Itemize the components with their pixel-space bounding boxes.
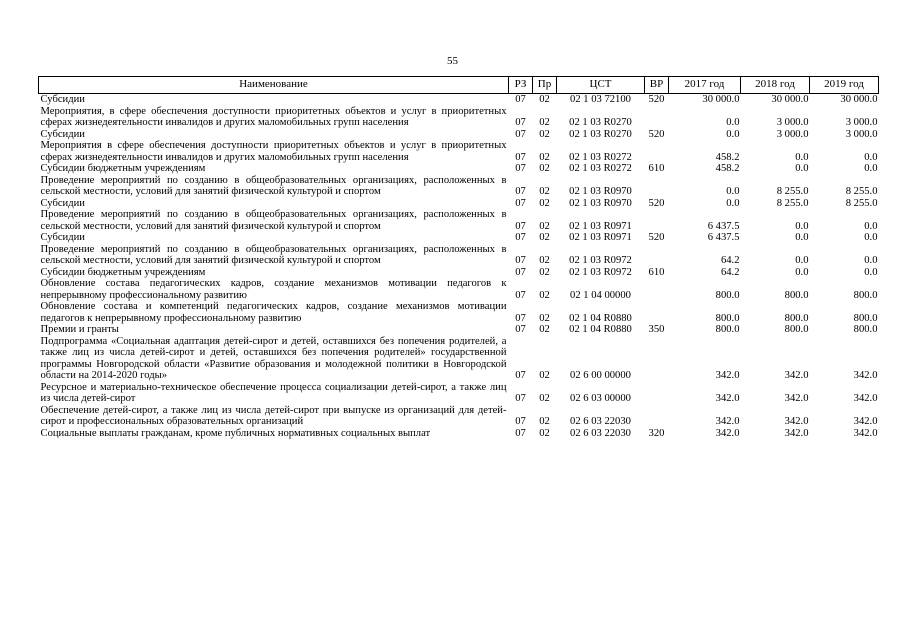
header-cst: ЦСТ (557, 77, 645, 94)
cell-pr: 02 (539, 324, 550, 335)
cell-y2018: 0.0 (795, 151, 809, 163)
cell-rz: 07 (515, 312, 526, 324)
cell-name (39, 267, 509, 279)
table-row (39, 94, 879, 106)
cell-name (39, 301, 509, 324)
cell-y2019: 342.0 (853, 416, 878, 427)
cell-y2018: 8 255.0 (776, 197, 809, 209)
table-row (39, 382, 879, 405)
row-name-text: Проведение мероприятий по созданию в общеобразовательных организациях, расположенных в сельской местности, условий для занятий физической культурой и спортом (40, 209, 507, 232)
cell-vr: 610 (648, 163, 665, 174)
cell-cst: 02 6 03 00000 (570, 393, 631, 404)
header-2017: 2017 год (669, 77, 741, 94)
cell-pr: 02 (539, 151, 550, 163)
cell-name (39, 324, 509, 336)
table-row (39, 336, 879, 382)
cell-y2019: 0.0 (864, 266, 878, 278)
cell-cst: 02 1 04 R0880 (569, 312, 632, 324)
cell-y2017: 0.0 (726, 128, 740, 140)
table-row (39, 175, 879, 198)
cell-y2017: 800.0 (715, 324, 740, 335)
cell-y2019: 8 255.0 (845, 186, 878, 197)
cell-vr: 520 (648, 197, 665, 209)
cell-y2018: 0.0 (795, 232, 809, 243)
table-row (39, 140, 879, 163)
cell-y2019: 0.0 (864, 220, 878, 232)
cell-y2017: 64.2 (720, 266, 740, 278)
cell-y2018: 3 000.0 (776, 117, 809, 128)
cell-vr (645, 301, 669, 324)
cell-y2018: 800.0 (784, 324, 809, 335)
cell-name (39, 405, 509, 428)
cell-y2017: 800.0 (715, 312, 740, 324)
cell-vr (645, 336, 669, 382)
cell-pr: 02 (539, 128, 550, 140)
cell-cst: 02 6 00 00000 (570, 370, 631, 381)
cell-name (39, 209, 509, 232)
cell-pr: 02 (539, 312, 550, 324)
cell-cst: 02 1 03 R0971 (569, 220, 632, 232)
cell-rz: 07 (515, 255, 526, 266)
table-row (39, 163, 879, 175)
cell-y2017: 0.0 (726, 117, 740, 128)
cell-name (39, 129, 509, 141)
cell-y2019: 0.0 (864, 163, 878, 174)
cell-y2017: 458.2 (715, 151, 740, 163)
cell-y2017: 6 437.5 (707, 232, 740, 243)
cell-y2017: 0.0 (726, 197, 740, 209)
cell-name (39, 140, 509, 163)
cell-y2017: 342.0 (715, 427, 740, 439)
table-row (39, 428, 879, 440)
cell-y2019: 3 000.0 (845, 128, 878, 140)
cell-y2019: 342.0 (853, 370, 878, 381)
table-row (39, 278, 879, 301)
header-pr: Пр (533, 77, 557, 94)
cell-vr: 350 (648, 324, 665, 335)
table-row (39, 106, 879, 129)
row-name-text: Субсидии (40, 94, 85, 105)
row-name-text: Субсидии бюджетным учреждениям (40, 266, 206, 278)
cell-cst: 02 1 03 R0970 (569, 186, 632, 197)
cell-rz: 07 (515, 289, 526, 301)
cell-vr: 520 (648, 94, 665, 105)
cell-rz: 07 (515, 232, 526, 243)
cell-rz: 07 (515, 186, 526, 197)
cell-pr: 02 (539, 289, 550, 301)
cell-vr (645, 382, 669, 405)
cell-rz: 07 (515, 266, 526, 278)
header-vr: ВР (645, 77, 669, 94)
table-row (39, 324, 879, 336)
table-header-row (39, 77, 879, 94)
cell-y2019: 800.0 (853, 324, 878, 335)
cell-y2017: 342.0 (715, 393, 740, 404)
row-name-text: Мероприятия, в сфере обеспечения доступности приоритетных объектов и услуг в приоритетных сферах жизнедеятельности инвалидов и других маломобильных групп населения (40, 105, 507, 128)
cell-rz: 07 (515, 416, 526, 427)
cell-y2019: 0.0 (864, 151, 878, 163)
cell-name (39, 94, 509, 106)
cell-y2018: 342.0 (784, 416, 809, 427)
cell-y2018: 342.0 (784, 393, 809, 404)
cell-pr: 02 (539, 117, 550, 128)
table-row (39, 129, 879, 141)
table-row (39, 232, 879, 244)
cell-pr: 02 (539, 163, 550, 174)
row-name-text: Социальные выплаты гражданам, кроме публичных нормативных социальных выплат (40, 427, 431, 439)
cell-y2019: 342.0 (853, 427, 878, 439)
cell-cst: 02 1 04 00000 (570, 289, 631, 301)
cell-y2018: 0.0 (795, 266, 809, 278)
cell-y2019: 3 000.0 (845, 117, 878, 128)
cell-y2017: 30 000.0 (702, 94, 740, 105)
cell-y2018: 342.0 (784, 370, 809, 381)
cell-rz: 07 (515, 324, 526, 335)
cell-vr (645, 175, 669, 198)
cell-cst: 02 1 03 R0970 (569, 197, 632, 209)
cell-name (39, 244, 509, 267)
cell-name (39, 106, 509, 129)
cell-y2018: 0.0 (795, 220, 809, 232)
cell-y2018: 800.0 (784, 289, 809, 301)
cell-name (39, 198, 509, 210)
row-name-text: Ресурсное и материально-техническое обеспечение процесса социализации детей-сирот, а также лиц из числа детей-сирот (40, 381, 507, 404)
cell-name (39, 232, 509, 244)
cell-pr: 02 (539, 232, 550, 243)
cell-name (39, 428, 509, 440)
cell-rz: 07 (515, 370, 526, 381)
table-body (39, 94, 879, 440)
cell-pr: 02 (539, 416, 550, 427)
row-name-text: Премии и гранты (40, 324, 119, 335)
table-row (39, 301, 879, 324)
cell-rz: 07 (515, 220, 526, 232)
cell-name (39, 175, 509, 198)
row-name-text: Субсидии (40, 232, 85, 243)
cell-cst: 02 1 03 R0272 (569, 151, 632, 163)
cell-y2017: 342.0 (715, 416, 740, 427)
cell-cst: 02 1 03 R0270 (569, 117, 632, 128)
header-2018: 2018 год (741, 77, 810, 94)
cell-y2019: 800.0 (853, 289, 878, 301)
row-name-text: Субсидии (40, 128, 85, 140)
cell-pr: 02 (539, 255, 550, 266)
cell-y2017: 64.2 (720, 255, 740, 266)
header-rz: РЗ (509, 77, 533, 94)
cell-cst: 02 6 03 22030 (570, 416, 631, 427)
cell-y2018: 0.0 (795, 255, 809, 266)
cell-rz: 07 (515, 117, 526, 128)
cell-pr: 02 (539, 370, 550, 381)
budget-table (38, 76, 879, 439)
cell-rz: 07 (515, 393, 526, 404)
cell-y2017: 0.0 (726, 186, 740, 197)
cell-y2018: 30 000.0 (771, 94, 809, 105)
cell-rz: 07 (515, 94, 526, 105)
cell-cst: 02 1 03 R0270 (569, 128, 632, 140)
cell-name (39, 382, 509, 405)
row-name-text: Субсидии (40, 197, 85, 209)
cell-cst: 02 1 04 R0880 (569, 324, 632, 335)
table-row (39, 198, 879, 210)
row-name-text: Обеспечение детей-сирот, а также лиц из числа детей-сирот при выпуске из организаций для детей-сирот и профессиональных образовательных организаций (40, 404, 507, 427)
cell-cst: 02 1 03 72100 (570, 94, 631, 105)
cell-y2017: 6 437.5 (707, 220, 740, 232)
cell-vr: 320 (648, 427, 665, 439)
cell-cst: 02 1 03 R0971 (569, 232, 632, 243)
cell-y2017: 458.2 (715, 163, 740, 174)
header-name: Наименование (39, 77, 509, 94)
cell-rz: 07 (515, 163, 526, 174)
page-number: 55 (447, 55, 458, 67)
row-name-text: Обновление состава и компетенций педагогических кадров, создание механизмов мотивации педагогов к непрерывному профессиональному развитию (40, 301, 507, 324)
row-name-text: Подпрограмма «Социальная адаптация детей-сирот и детей, оставшихся без попечения родителей, а также лиц из числа детей-сирот и детей, оставшихся без попечения родителей» государственной программы Новгородской области «Развитие образования и молодежной политики в Новгородской области на 2014-2020 годы» (40, 335, 507, 381)
cell-y2018: 800.0 (784, 312, 809, 324)
row-name-text: Мероприятия в сфере обеспечения доступности приоритетных объектов и услуг в приоритетных сферах жизнедеятельности инвалидов и других маломобильных групп населения (40, 140, 507, 163)
cell-pr: 02 (539, 266, 550, 278)
cell-pr: 02 (539, 393, 550, 404)
header-2019: 2019 год (810, 77, 879, 94)
cell-pr: 02 (539, 94, 550, 105)
cell-y2017: 342.0 (715, 370, 740, 381)
cell-y2018: 3 000.0 (776, 128, 809, 140)
cell-y2018: 8 255.0 (776, 186, 809, 197)
row-name-text: Проведение мероприятий по созданию в общеобразовательных организациях, расположенных в сельской местности, условий для занятий физической культурой и спортом (40, 243, 507, 266)
table-row (39, 244, 879, 267)
cell-y2018: 0.0 (795, 163, 809, 174)
cell-pr: 02 (539, 427, 550, 439)
cell-vr (645, 278, 669, 301)
cell-vr: 520 (648, 232, 665, 243)
cell-y2019: 8 255.0 (845, 197, 878, 209)
cell-y2019: 30 000.0 (840, 94, 878, 105)
cell-name (39, 278, 509, 301)
cell-y2019: 800.0 (853, 312, 878, 324)
cell-vr: 610 (648, 266, 665, 278)
cell-y2019: 342.0 (853, 393, 878, 404)
cell-y2018: 342.0 (784, 427, 809, 439)
cell-vr (645, 209, 669, 232)
cell-name (39, 163, 509, 175)
table-row (39, 405, 879, 428)
cell-pr: 02 (539, 186, 550, 197)
row-name-text: Обновление состава педагогических кадров, создание механизмов мотивации педагогов к непрерывному профессиональному развитию (40, 278, 507, 301)
cell-rz: 07 (515, 151, 526, 163)
cell-y2017: 800.0 (715, 289, 740, 301)
cell-cst: 02 1 03 R0272 (569, 163, 632, 174)
cell-pr: 02 (539, 220, 550, 232)
cell-rz: 07 (515, 197, 526, 209)
cell-rz: 07 (515, 427, 526, 439)
table-row (39, 209, 879, 232)
cell-cst: 02 1 03 R0972 (569, 255, 632, 266)
cell-vr (645, 106, 669, 129)
row-name-text: Субсидии бюджетным учреждениям (40, 163, 206, 174)
cell-vr: 520 (648, 128, 665, 140)
row-name-text: Проведение мероприятий по созданию в общеобразовательных организациях, расположенных в сельской местности, условий для занятий физической культурой и спортом (40, 174, 507, 197)
cell-vr (645, 244, 669, 267)
cell-cst: 02 1 03 R0972 (569, 266, 632, 278)
cell-vr (645, 405, 669, 428)
cell-pr: 02 (539, 197, 550, 209)
table-row (39, 267, 879, 279)
cell-y2019: 0.0 (864, 232, 878, 243)
cell-vr (645, 140, 669, 163)
cell-y2019: 0.0 (864, 255, 878, 266)
cell-cst: 02 6 03 22030 (570, 427, 631, 439)
cell-rz: 07 (515, 128, 526, 140)
cell-name (39, 336, 509, 382)
